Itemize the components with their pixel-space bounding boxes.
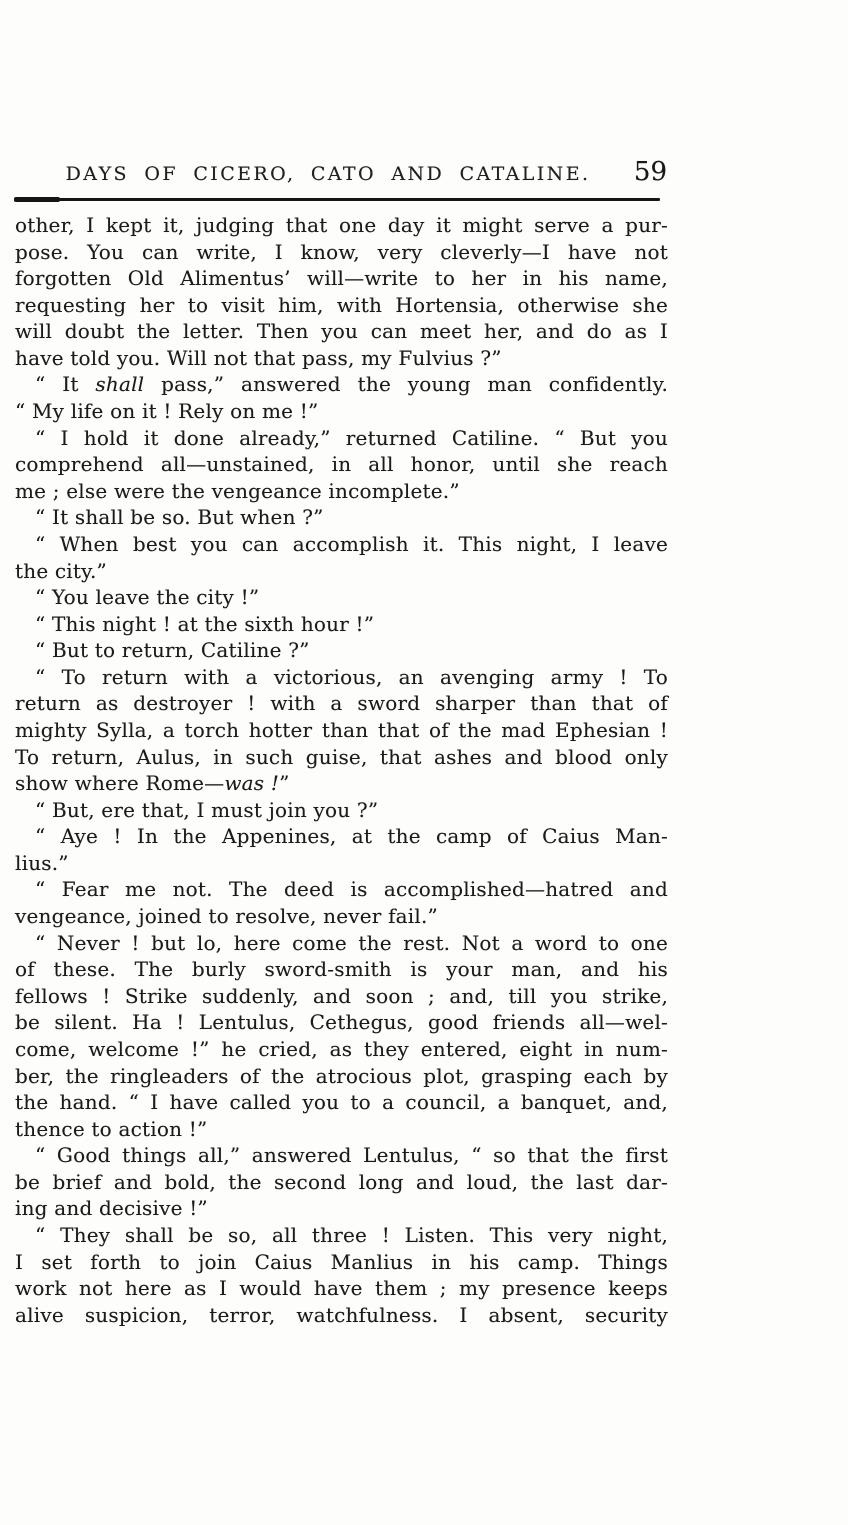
text-line: [15, 1009, 668, 1036]
text-segment: ber, the ringleaders of the atrocious plot, grasping each by: [15, 1063, 668, 1088]
text-segment: show where Rome—: [15, 771, 225, 796]
text-segment: To return, Aulus, in such guise, that ashes and blood only: [15, 744, 668, 769]
text-segment: I set forth to join Caius Manlius in his camp. Things: [15, 1249, 668, 1274]
text-segment: “ Aye ! In the Appenines, at the camp of Caius Man-: [35, 824, 668, 849]
italic-text-segment: was !: [224, 771, 280, 796]
text-line: [15, 611, 668, 638]
text-segment: be brief and bold, the second long and loud, the last dar-: [15, 1169, 668, 1194]
text-segment: have told you. Will not that pass, my Fulvius ?”: [15, 345, 502, 370]
text-line: [15, 292, 668, 319]
text-line: [15, 1302, 668, 1329]
text-line: [15, 1222, 668, 1249]
text-segment: ”: [279, 771, 290, 796]
text-line: [15, 318, 668, 345]
text-line: [15, 664, 668, 691]
header-rule: [14, 198, 660, 201]
text-segment: “ Good things all,” answered Lentulus, “ so that the first: [35, 1143, 668, 1168]
text-segment: “ My life on it ! Rely on me !”: [15, 399, 319, 424]
text-line: [15, 558, 668, 585]
page-number: 59: [633, 157, 667, 187]
text-line: [15, 1063, 668, 1090]
text-line: [15, 1116, 668, 1143]
text-line: [15, 1169, 668, 1196]
text-segment: ing and decisive !”: [15, 1196, 208, 1221]
text-segment: forgotten Old Alimentus’ will—write to her in his name,: [15, 266, 668, 291]
text-segment: “ I hold it done already,” returned Catiline. “ But you: [35, 425, 668, 450]
text-segment: thence to action !”: [15, 1116, 208, 1141]
page-body: [15, 212, 668, 1328]
text-segment: vengeance, joined to resolve, never fail.”: [15, 904, 438, 929]
text-line: [15, 903, 668, 930]
text-line: [15, 239, 668, 266]
text-line: [15, 983, 668, 1010]
text-segment: return as destroyer ! with a sword sharper than that of: [15, 691, 668, 716]
text-segment: “ When best you can accomplish it. This night, I leave: [35, 531, 668, 556]
text-segment: of these. The burly sword-smith is your man, and his: [15, 957, 668, 982]
text-line: [15, 504, 668, 531]
text-segment: alive suspicion, terror, watchfulness. I absent, security: [15, 1302, 668, 1327]
text-line: [15, 797, 668, 824]
text-segment: “ You leave the city !”: [35, 585, 260, 610]
text-segment: “ Fear me not. The deed is accomplished—hatred and: [35, 877, 668, 902]
text-segment: pose. You can write, I know, very cleverly—I have not: [15, 239, 668, 264]
text-line: [15, 717, 668, 744]
text-segment: “ To return with a victorious, an avenging army ! To: [35, 664, 668, 689]
text-segment: pass,” answered the young man confidently.: [144, 372, 668, 397]
text-segment: “ This night ! at the sixth hour !”: [35, 611, 375, 636]
text-line: [15, 584, 668, 611]
text-segment: “ But, ere that, I must join you ?”: [35, 797, 379, 822]
text-line: [15, 1195, 668, 1222]
text-line: [15, 531, 668, 558]
text-line: [15, 637, 668, 664]
text-line: [15, 770, 668, 797]
text-segment: comprehend all—unstained, in all honor, until she reach: [15, 452, 668, 477]
text-segment: the city.”: [15, 558, 107, 583]
text-line: [15, 850, 668, 877]
text-line: [15, 876, 668, 903]
text-line: [15, 478, 668, 505]
text-segment: lius.”: [15, 850, 69, 875]
text-line: [15, 345, 668, 372]
text-segment: “ They shall be so, all three ! Listen. This very night,: [35, 1222, 668, 1247]
text-segment: will doubt the letter. Then you can meet her, and do as I: [15, 319, 668, 344]
text-segment: “ It: [35, 372, 96, 397]
text-segment: mighty Sylla, a torch hotter than that of the mad Ephesian !: [15, 717, 668, 742]
text-line: [15, 451, 668, 478]
text-line: [15, 1142, 668, 1169]
text-segment: come, welcome !” he cried, as they entered, eight in num-: [15, 1036, 668, 1061]
italic-text-segment: shall: [95, 372, 145, 397]
text-line: [15, 212, 668, 239]
text-line: [15, 930, 668, 957]
text-line: [15, 265, 668, 292]
text-segment: me ; else were the vengeance incomplete.”: [15, 478, 460, 503]
text-line: [15, 425, 668, 452]
text-segment: requesting her to visit him, with Hortensia, otherwise she: [15, 292, 668, 317]
text-line: [15, 823, 668, 850]
text-segment: other, I kept it, judging that one day it might serve a pur-: [15, 213, 668, 237]
text-line: [15, 956, 668, 983]
text-segment: fellows ! Strike suddenly, and soon ; and, till you strike,: [15, 983, 668, 1008]
text-segment: “ Never ! but lo, here come the rest. Not a word to one: [35, 930, 668, 955]
running-header-title: DAYS OF CICERO, CATO AND CATALINE.: [65, 163, 591, 185]
text-segment: the hand. “ I have called you to a council, a banquet, and,: [15, 1090, 668, 1115]
text-line: [15, 398, 668, 425]
text-line: [15, 1249, 668, 1276]
text-line: [15, 690, 668, 717]
text-line: [15, 1089, 668, 1116]
text-line: [15, 1275, 668, 1302]
text-segment: “ But to return, Catiline ?”: [35, 638, 310, 663]
text-line: [15, 371, 668, 398]
text-segment: “ It shall be so. But when ?”: [35, 505, 324, 530]
text-segment: work not here as I would have them ; my presence keeps: [15, 1276, 668, 1301]
text-segment: be silent. Ha ! Lentulus, Cethegus, good friends all—wel-: [15, 1010, 668, 1035]
text-line: [15, 1036, 668, 1063]
text-line: [15, 744, 668, 771]
